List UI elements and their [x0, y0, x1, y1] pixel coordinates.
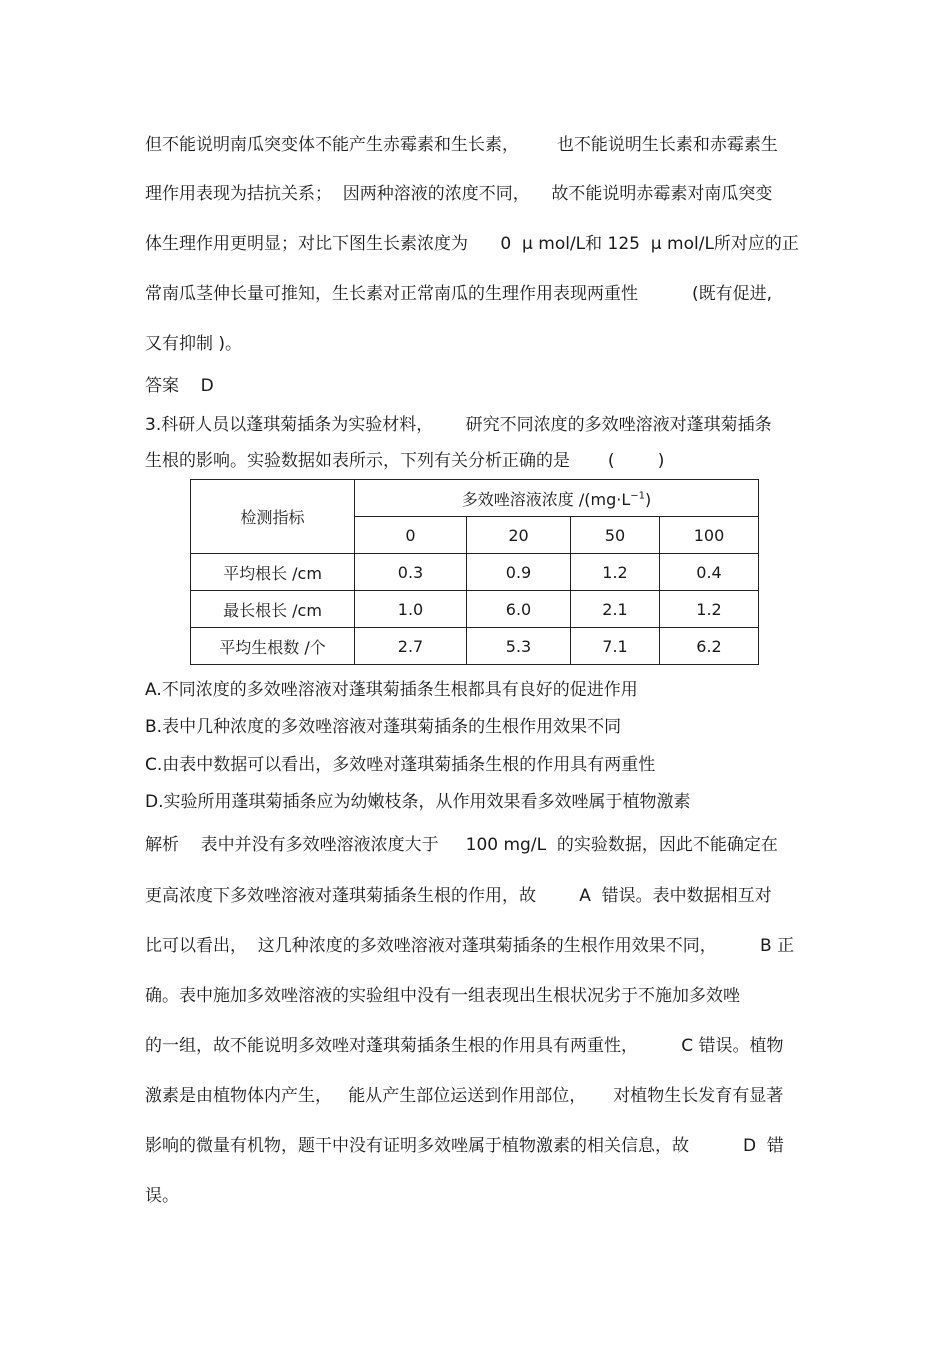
table-row [191, 628, 759, 665]
table-cell: 5.3 [467, 628, 571, 665]
data-table [190, 479, 759, 665]
table-cell: 0.4 [660, 554, 759, 591]
text-line: 常南瓜茎伸长量可推知，生长素对正常南瓜的生理作用表现两重性 (既有促进, [145, 284, 773, 304]
text-line: 但不能说明南瓜突变体不能产生赤霉素和生长素， 也不能说明生长素和赤霉素生 [145, 135, 778, 155]
answer-line: 答案 D [145, 376, 214, 396]
text-line: 理作用表现为拮抗关系； 因两种溶液的浓度不同， 故不能说明赤霉素对南瓜突变 [145, 184, 773, 204]
option-b: B.表中几种浓度的多效唑溶液对蓬琪菊插条的生根作用效果不同 [145, 717, 622, 737]
table-cell: 7.1 [571, 628, 660, 665]
table-cell: 2.7 [355, 628, 467, 665]
table-cell: 1.2 [660, 591, 759, 628]
table-row [191, 591, 759, 628]
col-header: 100 [660, 517, 759, 554]
analysis-line: 的一组，故不能说明多效唑对蓬琪菊插条生根的作用具有两重性， C 错误。植物 [145, 1036, 784, 1056]
analysis-line: 确。表中施加多效唑溶液的实验组中没有一组表现出生根状况劣于不施加多效唑 [145, 986, 740, 1006]
table-corner-header: 检测指标 [191, 480, 355, 554]
table-cell: 1.0 [355, 591, 467, 628]
analysis-line: 误。 [145, 1186, 179, 1206]
text-line: 又有抑制 )。 [145, 334, 243, 354]
question-line: 3.科研人员以蓬琪菊插条为实验材料， 研究不同浓度的多效唑溶液对蓬琪菊插条 [145, 415, 772, 435]
text-line: 体生理作用更明显；对比下图生长素浓度为 0 μ mol/L和 125 μ mol/L所对应的正 [145, 234, 799, 254]
col-header: 0 [355, 517, 467, 554]
analysis-line: 激素是由植物体内产生， 能从产生部位运送到作用部位， 对植物生长发育有显著 [145, 1086, 784, 1106]
row-label: 平均根长 /cm [191, 554, 355, 591]
table-cell: 0.3 [355, 554, 467, 591]
table-row [191, 554, 759, 591]
col-header: 50 [571, 517, 660, 554]
option-a: A.不同浓度的多效唑溶液对蓬琪菊插条生根都具有良好的促进作用 [145, 680, 638, 700]
analysis-line: 影响的微量有机物，题干中没有证明多效唑属于植物激素的相关信息，故 D 错 [145, 1136, 784, 1156]
row-label: 平均生根数 /个 [191, 628, 355, 665]
analysis-line: 更高浓度下多效唑溶液对蓬琪菊插条生根的作用，故 A 错误。表中数据相互对 [145, 886, 772, 906]
concentration-header: 多效唑溶液浓度 $/(mg\cdot L^{-1})$ [355, 480, 759, 517]
question-line: 生根的影响。实验数据如表所示，下列有关分析正确的是 ( ) [145, 451, 665, 471]
analysis-line: 比可以看出， 这几种浓度的多效唑溶液对蓬琪菊插条的生根作用效果不同， B 正 [145, 936, 795, 956]
analysis-line: 解析 表中并没有多效唑溶液浓度大于 100 mg/L 的实验数据，因此不能确定在 [145, 835, 778, 855]
table-cell: 0.9 [467, 554, 571, 591]
col-header: 20 [467, 517, 571, 554]
table-cell: 1.2 [571, 554, 660, 591]
option-d: D.实验所用蓬琪菊插条应为幼嫩枝条，从作用效果看多效唑属于植物激素 [145, 792, 691, 812]
table-cell: 2.1 [571, 591, 660, 628]
row-label: 最长根长 /cm [191, 591, 355, 628]
table-cell: 6.0 [467, 591, 571, 628]
option-c: C.由表中数据可以看出，多效唑对蓬琪菊插条生根的作用具有两重性 [145, 755, 656, 775]
table-cell: 6.2 [660, 628, 759, 665]
